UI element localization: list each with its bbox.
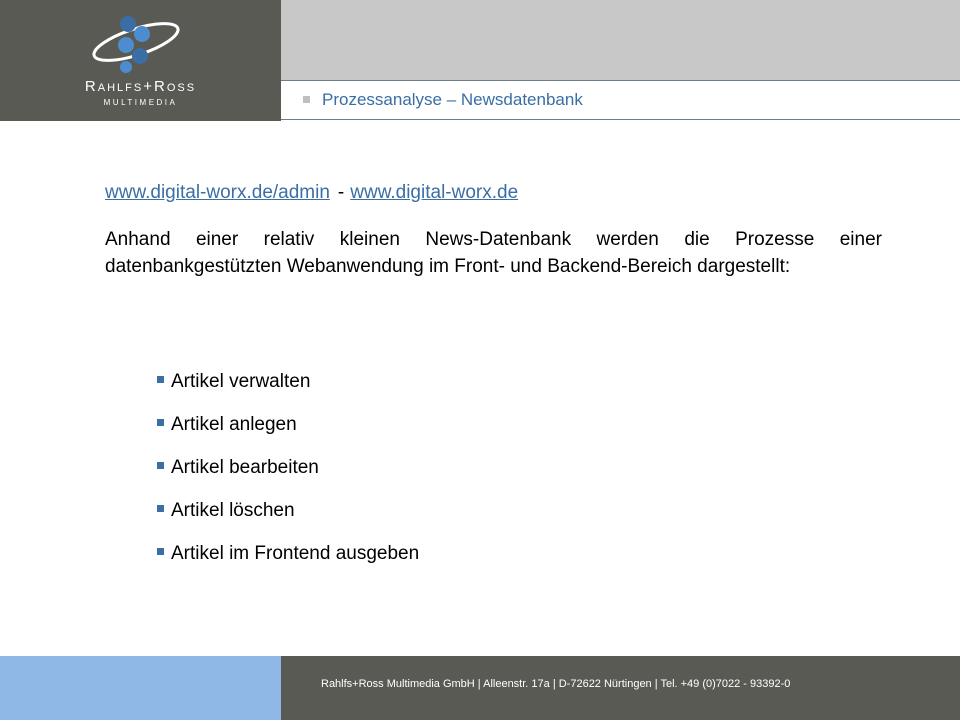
admin-link[interactable]: www.digital-worx.de/admin (105, 182, 330, 203)
list-item: Artikel anlegen (157, 411, 419, 454)
bullet-square-icon (157, 419, 164, 426)
list-item: Artikel löschen (157, 497, 419, 540)
header-divider-top (281, 80, 960, 81)
intro-paragraph: Anhand einer relativ kleinen News-Datenbank werden die Prozesse einer datenbankgestützten Webanwendung im Front- und Backend-Bereich dargestellt: (105, 229, 882, 277)
slide-title: Prozessanalyse – Newsdatenbank (322, 90, 583, 109)
logo-wordmark: RAHLFS+ROSS (84, 78, 197, 95)
footer-contact: Rahlfs+Ross Multimedia GmbH | Alleenstr. 17a | D-72622 Nürtingen | Tel. +49 (0)7022 - 93392-0 (321, 678, 791, 690)
link-separator: - (337, 182, 345, 203)
bullet-square-icon (157, 548, 164, 555)
footer-accent (0, 656, 281, 720)
company-logo (0, 0, 281, 121)
bullet-square-icon (157, 462, 164, 469)
logo-mark-icon (88, 12, 184, 78)
list-item: Artikel verwalten (157, 368, 419, 411)
bullet-square-icon (157, 505, 164, 512)
header-bullet-icon (303, 96, 310, 103)
header-band (281, 0, 960, 80)
header-divider-bottom (281, 119, 960, 120)
feature-list (157, 368, 419, 583)
link-line (105, 182, 518, 204)
logo-subtitle: MULTIMEDIA (103, 98, 178, 107)
bullet-square-icon (157, 376, 164, 383)
list-item: Artikel bearbeiten (157, 454, 419, 497)
list-item: Artikel im Frontend ausgeben (157, 540, 419, 583)
site-link[interactable]: www.digital-worx.de (350, 182, 519, 203)
